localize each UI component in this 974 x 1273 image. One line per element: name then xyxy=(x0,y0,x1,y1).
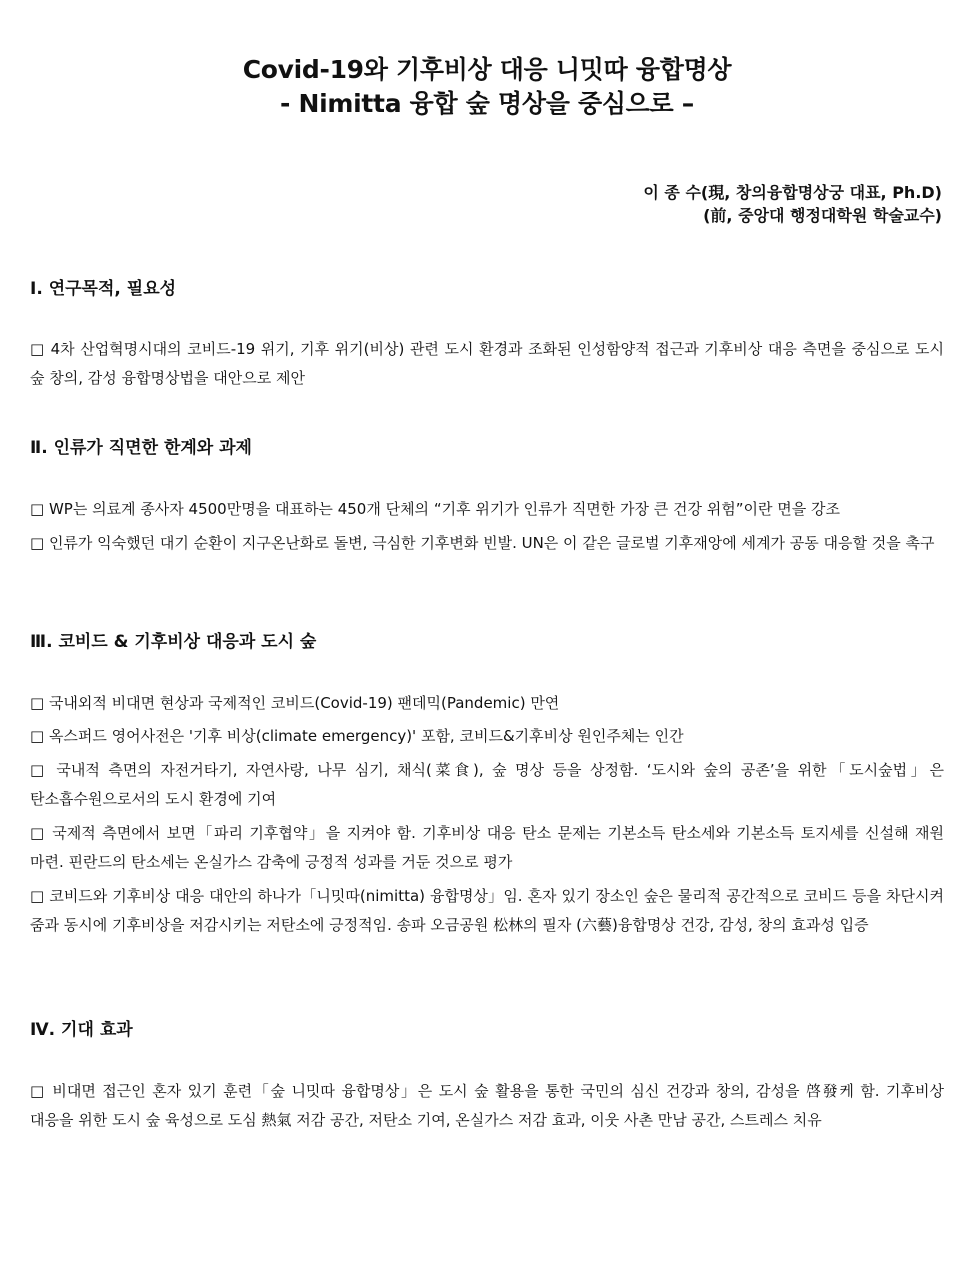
section-2-paragraph-1: □ WP는 의료계 종사자 4500만명을 대표하는 450개 단체의 “기후 위기가 인류가 직면한 가장 큰 건강 위험”이란 면을 강조 xyxy=(30,500,841,518)
section-2-paragraph-2: □ 인류가 익숙했던 대기 순환이 지구온난화로 돌변, 극심한 기후변화 빈발. UN은 이 같은 글로벌 기후재앙에 세계가 공동 대응할 것을 촉구 xyxy=(30,534,935,552)
section-3-paragraph-5: □ 코비드와 기후비상 대응 대안의 하나가「니밋따(nimitta) 융합명상」임. 혼자 있기 장소인 숲은 물리적 공간적으로 코비드 등을 차단시켜 줌과 동시에 기후비상을 저감시키는 저탄소에 긍정적임. 송파 오금공원 松林의 필자 (六藝)융합명상 건강, 감성, 창의 효과성 입증 xyxy=(30,887,944,934)
author-former-affiliation: (前, 중앙대 행정대학원 학술교수) xyxy=(703,206,942,225)
author-name-affiliation: 이 종 수(現, 창의융합명상궁 대표, Ph.D) xyxy=(643,183,942,202)
section-4-paragraph-1: □ 비대면 접근인 혼자 있기 훈련「숲 니밋따 융합명상」은 도시 숲 활용을 통한 국민의 심신 건강과 창의, 감성을 啓發케 함. 기후비상 대응을 위한 도시 숲 육성으로 도심 熱氣 저감 공간, 저탄소 기여, 온실가스 저감 효과, 이웃 사촌 만남 공간, 스트레스 치유 xyxy=(30,1082,944,1129)
section-4-heading: Ⅳ. 기대 효과 xyxy=(30,1020,133,1040)
section-3-paragraph-2: □ 옥스퍼드 영어사전은 '기후 비상(climate emergency)' 포함, 코비드&기후비상 원인주체는 인간 xyxy=(30,727,684,745)
section-3-paragraph-4: □ 국제적 측면에서 보면「파리 기후협약」을 지켜야 함. 기후비상 대응 탄소 문제는 기본소득 탄소세와 기본소득 토지세를 신설해 재원 마련. 핀란드의 탄소세는 온실가스 감축에 긍정적 성과를 거둔 것으로 평가 xyxy=(30,824,944,871)
section-1-paragraph-1: □ 4차 산업혁명시대의 코비드-19 위기, 기후 위기(비상) 관련 도시 환경과 조화된 인성함양적 접근과 기후비상 대응 측면을 중심으로 도시 숲 창의, 감성 융합명상법을 대안으로 제안 xyxy=(30,340,944,387)
section-3-paragraph-1: □ 국내외적 비대면 현상과 국제적인 코비드(Covid-19) 팬데믹(Pandemic) 만연 xyxy=(30,694,560,712)
section-3-heading: Ⅲ. 코비드 & 기후비상 대응과 도시 숲 xyxy=(30,632,317,652)
section-1-heading: Ⅰ. 연구목적, 필요성 xyxy=(30,279,177,299)
section-3-paragraph-3: □ 국내적 측면의 자전거타기, 자연사랑, 나무 심기, 채식(菜食), 숲 명상 등을 상정함. ‘도시와 숲의 공존’을 위한「도시숲법」은 탄소흡수원으로서의 도시 환경에 기여 xyxy=(30,761,944,808)
document-title: Covid-19와 기후비상 대응 니밋따 융합명상 xyxy=(242,55,732,84)
section-2-heading: Ⅱ. 인류가 직면한 한계와 과제 xyxy=(30,438,252,458)
document-subtitle: - Nimitta 융합 숲 명상을 중심으로 – xyxy=(280,89,694,118)
